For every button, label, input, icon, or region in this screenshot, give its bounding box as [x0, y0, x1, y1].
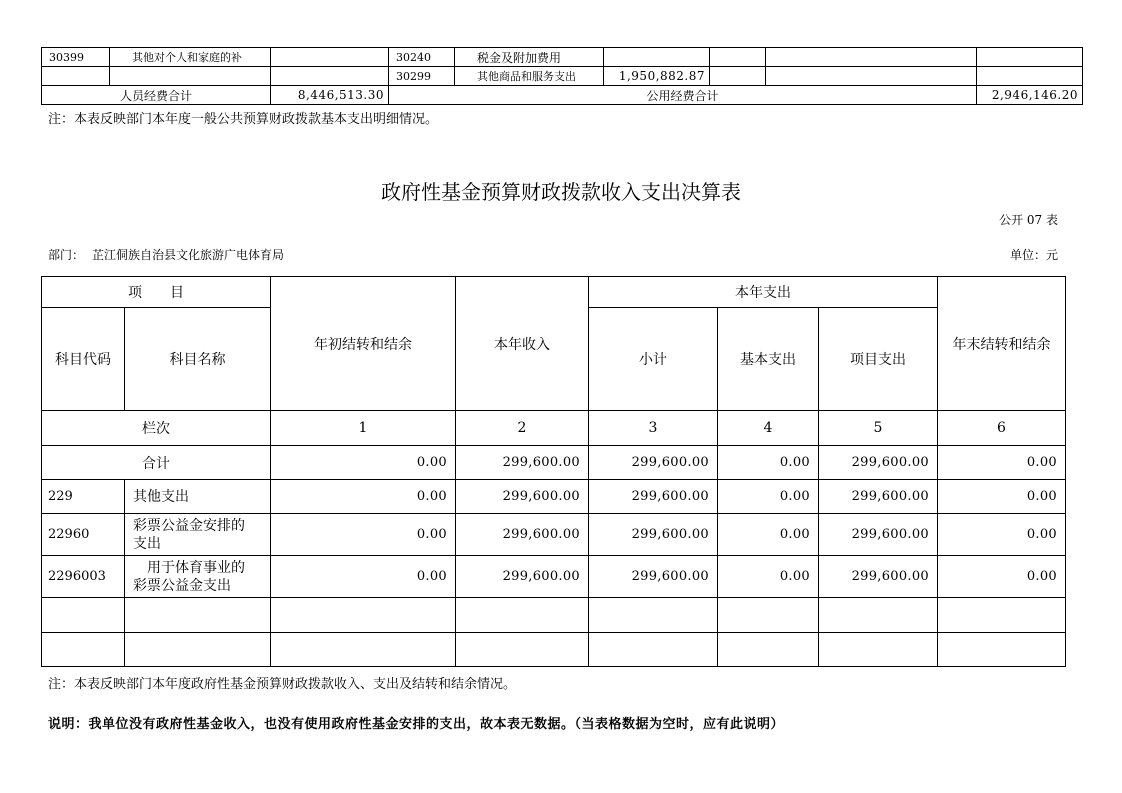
- row-end: 0.00: [938, 556, 1066, 598]
- public-total-value: 2,946,146.20: [977, 86, 1083, 105]
- row-project: 299,600.00: [819, 514, 938, 556]
- row-subtotal: 299,600.00: [589, 514, 718, 556]
- unit-label: 单位：元: [1009, 248, 1058, 262]
- row-income: 299,600.00: [456, 556, 589, 598]
- department-name: 芷江侗族自治县文化旅游广电体育局: [92, 248, 285, 262]
- empty-row: [42, 598, 1066, 633]
- row-project: 299,600.00: [819, 480, 938, 514]
- column-index-row: [42, 411, 1066, 446]
- row-subtotal: 299,600.00: [589, 556, 718, 598]
- header-project-expense: 项目支出: [819, 308, 938, 411]
- row-name: 彩票公益金安排的支出: [125, 514, 271, 556]
- empty-cell: [710, 67, 766, 86]
- column-index-label: 栏次: [42, 411, 271, 446]
- empty-cell: [977, 48, 1083, 67]
- empty-cell: [977, 67, 1083, 86]
- department-line: [48, 246, 284, 263]
- public-total-label: 公用经费合计: [389, 86, 977, 105]
- column-index: 6: [938, 411, 1066, 446]
- subject-name: 其他对个人和家庭的补: [110, 48, 271, 67]
- empty-cell: [766, 67, 977, 86]
- row-end: 0.00: [938, 514, 1066, 556]
- totals-row: [42, 86, 1083, 105]
- row-name: 用于体育事业的彩票公益金支出: [125, 556, 271, 598]
- amount: [271, 67, 389, 86]
- empty-row: [42, 633, 1066, 667]
- header-basic-expense: 基本支出: [718, 308, 819, 411]
- form-number: 公开 07 表: [999, 213, 1058, 227]
- personnel-total-value: 8,446,513.30: [271, 86, 389, 105]
- header-subject-code: 科目代码: [42, 308, 125, 411]
- header-item: 项 目: [42, 277, 271, 308]
- column-index: 5: [819, 411, 938, 446]
- row-name: 其他支出: [125, 480, 271, 514]
- subject-name: 税金及附加费用: [455, 48, 604, 67]
- empty-cell: [766, 48, 977, 67]
- subject-code: [42, 67, 110, 86]
- total-begin: 0.00: [271, 446, 456, 480]
- header-income: 本年收入: [456, 277, 589, 411]
- amount: [271, 48, 389, 67]
- note-bottom: 注：本表反映部门本年度政府性基金预算财政拨款收入、支出及结转和结余情况。: [48, 677, 517, 692]
- column-index: 2: [456, 411, 589, 446]
- row-code: 229: [42, 480, 125, 514]
- row-begin: 0.00: [271, 514, 456, 556]
- total-subtotal: 299,600.00: [589, 446, 718, 480]
- total-income: 299,600.00: [456, 446, 589, 480]
- row-end: 0.00: [938, 480, 1066, 514]
- total-row: [42, 446, 1066, 480]
- subject-name: 其他商品和服务支出: [455, 67, 604, 86]
- header-subtotal: 小计: [589, 308, 718, 411]
- total-end: 0.00: [938, 446, 1066, 480]
- page-title: 政府性基金预算财政拨款收入支出决算表: [381, 180, 741, 204]
- row-basic: 0.00: [718, 480, 819, 514]
- empty-cell: [710, 48, 766, 67]
- total-label: 合计: [42, 446, 271, 480]
- row-income: 299,600.00: [456, 480, 589, 514]
- explanation: 说明：我单位没有政府性基金收入，也没有使用政府性基金安排的支出，故本表无数据。（当表格数据为空时，应有此说明）: [48, 717, 785, 732]
- header-begin-balance: 年初结转和结余: [271, 277, 456, 411]
- row-begin: 0.00: [271, 556, 456, 598]
- total-project: 299,600.00: [819, 446, 938, 480]
- fund-budget-table: [41, 276, 1066, 667]
- column-index: 3: [589, 411, 718, 446]
- header-subject-name: 科目名称: [125, 308, 271, 411]
- row-begin: 0.00: [271, 480, 456, 514]
- column-index: 4: [718, 411, 819, 446]
- table-row: [42, 480, 1066, 514]
- header-row: [42, 277, 1066, 308]
- basic-expense-table-tail: [41, 47, 1083, 105]
- department-label: 部门：: [48, 248, 85, 262]
- personnel-total-label: 人员经费合计: [42, 86, 271, 105]
- row-code: 2296003: [42, 556, 125, 598]
- amount: [604, 48, 710, 67]
- table-row: [42, 514, 1066, 556]
- row-basic: 0.00: [718, 514, 819, 556]
- table-row: [42, 48, 1083, 67]
- header-expense: 本年支出: [589, 277, 938, 308]
- row-project: 299,600.00: [819, 556, 938, 598]
- row-code: 22960: [42, 514, 125, 556]
- subject-code: 30299: [389, 67, 455, 86]
- row-basic: 0.00: [718, 556, 819, 598]
- table-row: [42, 556, 1066, 598]
- row-income: 299,600.00: [456, 514, 589, 556]
- subject-name: [110, 67, 271, 86]
- subject-code: 30399: [42, 48, 110, 67]
- table-row: [42, 67, 1083, 86]
- header-end-balance: 年末结转和结余: [938, 277, 1066, 411]
- total-basic: 0.00: [718, 446, 819, 480]
- subject-code: 30240: [389, 48, 455, 67]
- row-subtotal: 299,600.00: [589, 480, 718, 514]
- amount: 1,950,882.87: [604, 67, 710, 86]
- column-index: 1: [271, 411, 456, 446]
- note-top: 注：本表反映部门本年度一般公共预算财政拨款基本支出明细情况。: [48, 112, 439, 127]
